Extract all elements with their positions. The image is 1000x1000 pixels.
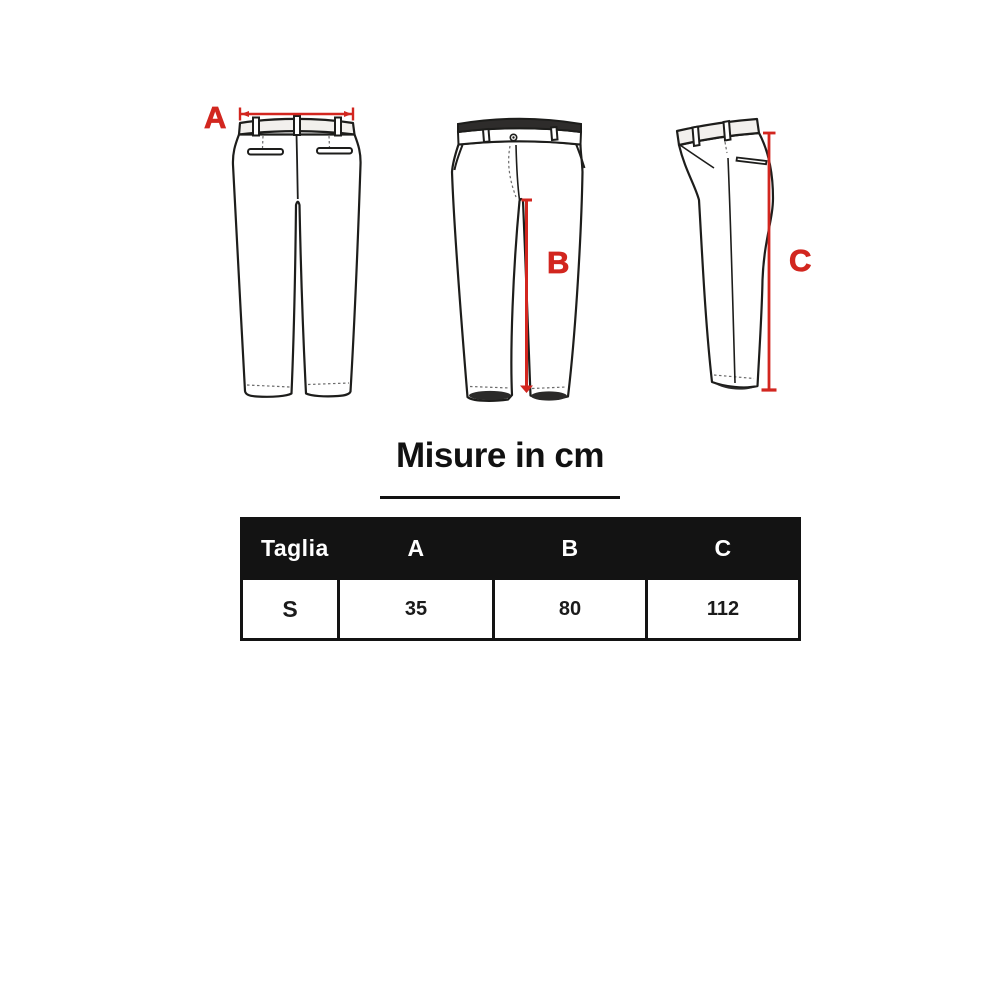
arrowhead-right-icon <box>344 111 352 117</box>
cell-size: S <box>242 579 339 640</box>
back-pocket-left <box>248 149 283 155</box>
arrowhead-left-icon <box>241 111 249 117</box>
pants-side-outline <box>679 133 773 387</box>
belt-loop <box>294 116 300 135</box>
dart-stitch-left <box>263 136 264 148</box>
title-underline <box>380 496 620 499</box>
pants-back-view-illustration <box>195 95 395 430</box>
pants-side-view-illustration <box>655 110 820 405</box>
waistband-button-center <box>512 136 514 138</box>
column-header-a: A <box>339 519 494 579</box>
belt-loop <box>551 127 558 140</box>
measurement-label-c: C <box>789 243 812 278</box>
cell-measure-c: 112 <box>647 579 800 640</box>
column-header-taglia: Taglia <box>242 519 339 579</box>
measurement-label-a: A <box>204 100 227 135</box>
measurement-label-b: B <box>547 245 570 280</box>
pants-front-view-illustration <box>450 110 625 410</box>
size-table <box>240 517 801 641</box>
belt-loop <box>253 118 259 136</box>
measurements-title: Misure in cm <box>396 436 604 475</box>
column-header-b: B <box>494 519 647 579</box>
back-pocket-right <box>317 148 352 154</box>
cell-measure-b: 80 <box>494 579 647 640</box>
belt-loop <box>693 127 700 147</box>
hem-shadow-left <box>469 391 511 400</box>
belt-loop <box>483 129 490 142</box>
belt-loop <box>724 121 731 141</box>
size-table-row-s <box>242 579 800 640</box>
hem-shadow-right <box>531 391 567 400</box>
size-table-header-row <box>242 519 800 579</box>
belt-loop <box>335 118 341 136</box>
cell-measure-a: 35 <box>339 579 494 640</box>
dart-stitch-right <box>329 136 330 148</box>
column-header-c: C <box>647 519 800 579</box>
